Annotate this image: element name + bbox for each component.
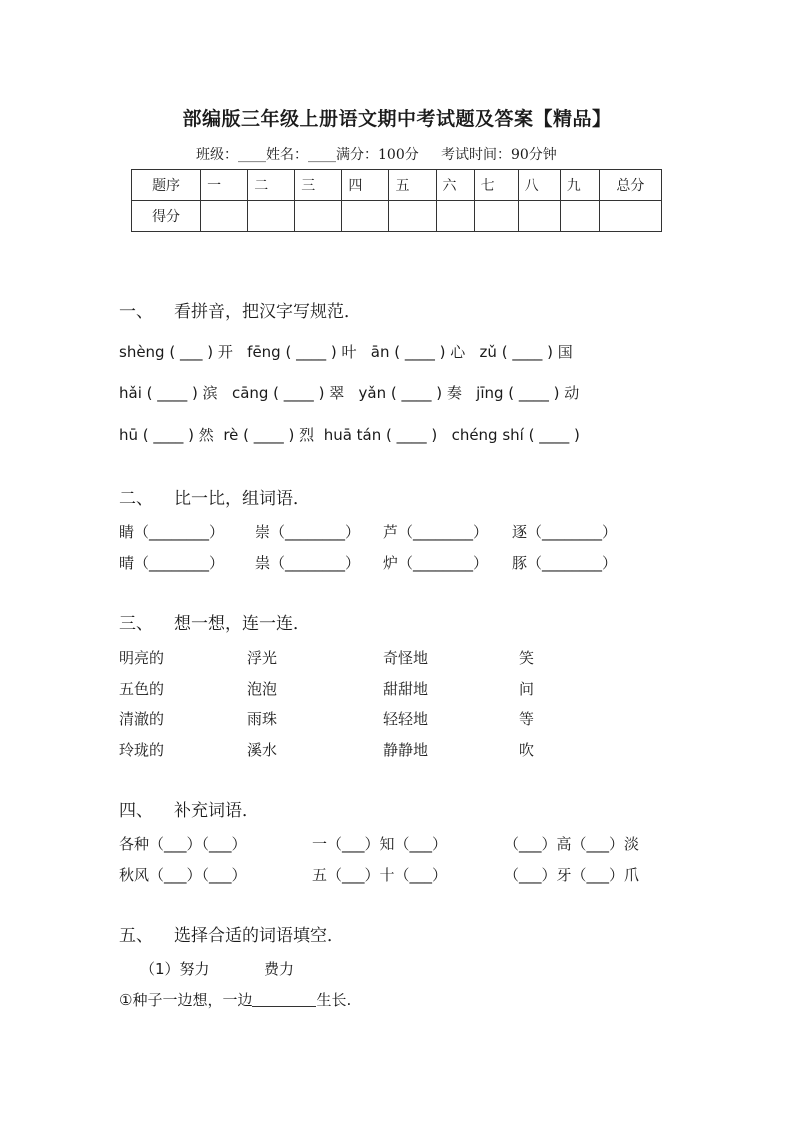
section-3-heading xyxy=(119,609,310,634)
match-item[interactable]: 玲珑的 xyxy=(119,741,165,759)
pinyin-line-3: hū ( ____ ) 然 rè ( ____ ) 烈 huā tán ( ____ ) chéng shí ( ____ ) xyxy=(119,426,580,444)
score-col-5: 五 xyxy=(389,170,436,201)
option-b: 费力 xyxy=(264,960,295,978)
score-col-9: 九 xyxy=(560,170,599,201)
section-title: 选择合适的词语填空． xyxy=(174,926,344,946)
score-row-label: 得分 xyxy=(132,201,201,232)
compare-item: 逐（________） xyxy=(512,523,618,541)
score-col-8: 八 xyxy=(518,170,560,201)
score-table-header-row xyxy=(132,170,662,201)
score-cell[interactable] xyxy=(436,201,474,232)
match-item[interactable]: 甜甜地 xyxy=(383,680,429,698)
match-item[interactable]: 溪水 xyxy=(247,741,278,759)
pinyin-line-2: hǎi ( ____ ) 滨 cāng ( ____ ) 翠 yǎn ( ____ ) 奏 jīng ( ____ ) 动 xyxy=(119,384,580,402)
match-item[interactable]: 笑 xyxy=(519,649,535,667)
sentence-end: 生长. xyxy=(316,991,352,1009)
fill-item: （___）高（___）淡 xyxy=(504,835,640,853)
section-2-heading xyxy=(119,484,310,509)
blank-field[interactable] xyxy=(252,991,316,1007)
score-cell[interactable] xyxy=(560,201,599,232)
match-item[interactable]: 泡泡 xyxy=(247,680,278,698)
score-cell[interactable] xyxy=(474,201,518,232)
score-cell[interactable] xyxy=(201,201,248,232)
page-title: 部编版三年级上册语文期中考试题及答案【精品】 xyxy=(182,108,612,130)
fill-item: 秋风（___）（___） xyxy=(119,866,247,884)
match-item[interactable]: 静静地 xyxy=(383,741,429,759)
section-title: 补充词语． xyxy=(174,801,259,821)
score-table xyxy=(131,169,662,232)
fill-item: （___）牙（___）爪 xyxy=(504,866,640,884)
score-col-7: 七 xyxy=(474,170,518,201)
sentence-start: ①种子一边想，一边 xyxy=(119,991,253,1009)
section-5-heading xyxy=(119,921,344,946)
section-4-heading xyxy=(119,796,259,821)
match-item[interactable]: 雨珠 xyxy=(247,710,278,728)
sentence-line xyxy=(119,989,351,1010)
section-number: 一、 xyxy=(119,302,153,322)
compare-item: 豚（________） xyxy=(512,554,618,572)
section-title: 比一比，组词语． xyxy=(174,489,310,509)
score-cell[interactable] xyxy=(599,201,661,232)
score-col-2: 二 xyxy=(248,170,295,201)
option-label: （1）努力 xyxy=(140,960,210,978)
match-item[interactable]: 轻轻地 xyxy=(383,710,429,728)
match-item[interactable]: 清澈的 xyxy=(119,710,165,728)
section-number: 四、 xyxy=(119,801,153,821)
score-col-1: 一 xyxy=(201,170,248,201)
compare-item: 祟（________） xyxy=(255,554,361,572)
match-item[interactable]: 问 xyxy=(519,680,535,698)
student-info-line: 班级：____姓名：____满分：100分 考试时间：90分钟 xyxy=(196,147,557,163)
match-item[interactable]: 浮光 xyxy=(247,649,278,667)
compare-item: 崇（________） xyxy=(255,523,361,541)
section-title: 想一想，连一连． xyxy=(174,614,310,634)
match-item[interactable]: 奇怪地 xyxy=(383,649,429,667)
score-col-6: 六 xyxy=(436,170,474,201)
match-item[interactable]: 明亮的 xyxy=(119,649,165,667)
compare-item: 炉（________） xyxy=(383,554,489,572)
score-col-3: 三 xyxy=(295,170,342,201)
score-header-label: 题序 xyxy=(132,170,201,201)
compare-item: 晴（________） xyxy=(119,554,225,572)
match-item[interactable]: 五色的 xyxy=(119,680,165,698)
section-number: 二、 xyxy=(119,489,153,509)
section-title: 看拼音，把汉字写规范． xyxy=(174,302,361,322)
score-cell[interactable] xyxy=(295,201,342,232)
match-item[interactable]: 等 xyxy=(519,710,535,728)
score-cell[interactable] xyxy=(248,201,295,232)
fill-item: 五（___）十（___） xyxy=(312,866,448,884)
match-item[interactable]: 吹 xyxy=(519,741,535,759)
fill-item: 一（___）知（___） xyxy=(312,835,448,853)
score-cell[interactable] xyxy=(389,201,436,232)
section-number: 三、 xyxy=(119,614,153,634)
compare-item: 睛（________） xyxy=(119,523,225,541)
pinyin-line-1: shèng ( ___ ) 开 fēng ( ____ ) 叶 ān ( ____ ) 心 zǔ ( ____ ) 国 xyxy=(119,343,573,361)
score-cell[interactable] xyxy=(518,201,560,232)
score-col-total: 总分 xyxy=(599,170,661,201)
compare-item: 芦（________） xyxy=(383,523,489,541)
section-1-heading xyxy=(119,297,361,322)
score-cell[interactable] xyxy=(342,201,389,232)
fill-item: 各种（___）（___） xyxy=(119,835,247,853)
section-number: 五、 xyxy=(119,926,153,946)
score-table-score-row xyxy=(132,201,662,232)
score-col-4: 四 xyxy=(342,170,389,201)
